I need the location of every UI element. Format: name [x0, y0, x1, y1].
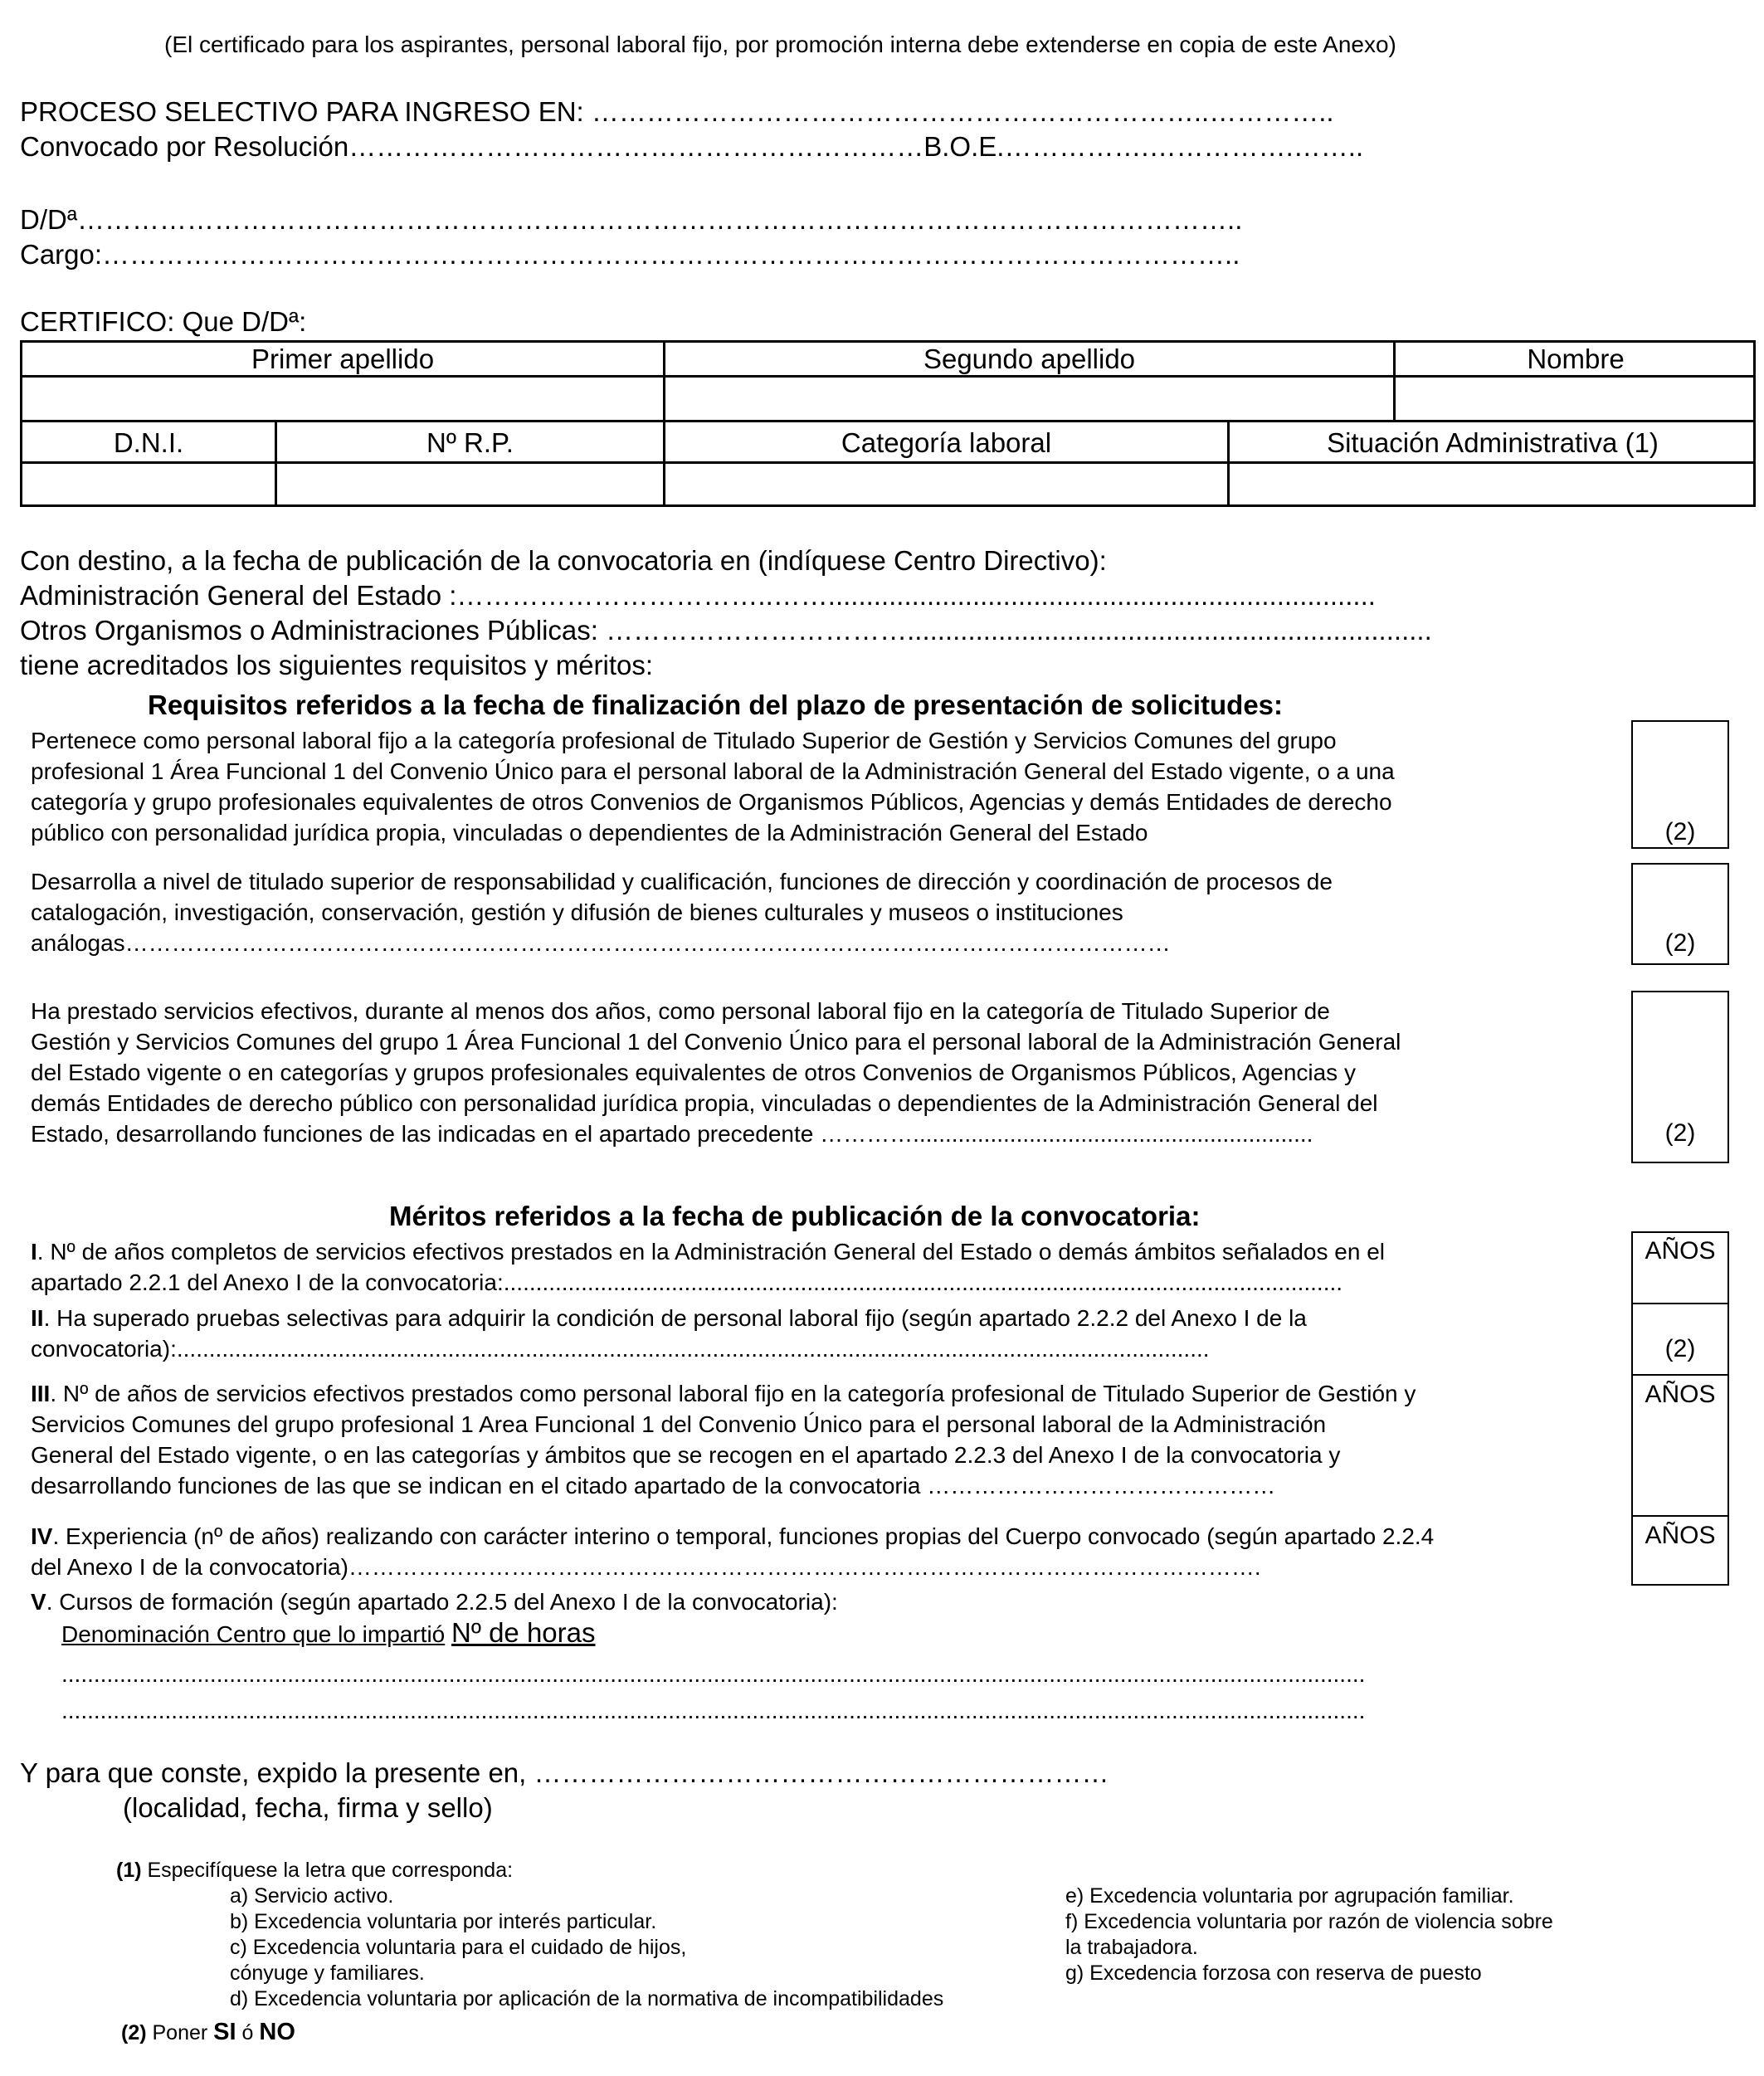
dni-cell[interactable]	[22, 464, 275, 507]
meritos-title: Méritos referidos a la fecha de publicación de la convocatoria:	[389, 1201, 1201, 1231]
footnote-option-c-cont: cónyuge y familiares.	[230, 1961, 425, 1985]
merito-3-box-label: AÑOS	[1645, 1381, 1716, 1408]
footnote-option-f: f) Excedencia voluntaria por razón de violencia sobre	[1065, 1910, 1553, 1933]
cursos-dots-line-1: ..........................................................................................................................................................................................................	[61, 1661, 1366, 1687]
cursos-header-centro: Denominación Centro que lo impartió	[61, 1621, 446, 1647]
requisitos-intro-line: tiene acreditados los siguientes requisitos y méritos:	[20, 650, 654, 680]
requisitos-title: Requisitos referidos a la fecha de finalización del plazo de presentación de solicitudes:	[148, 690, 1284, 720]
footnote-1-mark: (1)	[116, 1859, 142, 1882]
primer-apellido-cell[interactable]	[22, 378, 663, 420]
certificate-page: (El certificado para los aspirantes, personal laboral fijo, por promoción interna debe extenderse en copia de este Anexo) PROCESO SELECTIVO PARA INGRESO EN: …………………………………………………………..………….. Convocado por Resolución………………………………………………………B.O.E.…………….…………….…….. D/Dª……………………………………………………………………………………………………………….. Cargo:…………………………………………………………………………………………………………….. CERTIFICO: Que D/Dª: Primer apellido Segundo apellido Nombre D.N.I. Nº R.P. Categoría laboral Situación Administrativa (1) Con destino, a la fecha de publicación de la convocatoria en (indíquese Centro Directivo): Administración General del Estado :……………………………..……........................................................................ Otros Organismos o Administraciones Públicas: ……………………………..................................................................... tiene acreditados los siguientes requisitos y méritos: Requisitos referidos a la fecha de finalización del plazo de presentación de solicitudes: Pertenece como personal laboral fijo a la categoría profesional de Titulado Superior de Gestión y Servicios Comunes del grupo profesional 1 Área Funcional 1 del Convenio Único para el personal laboral de la Administración General del Estado vigente, o a una categoría y grupo profesionales equivalentes de otros Convenios de Organismos Públicos, Agencias y demás Entidades de derecho público con personalidad jurídica propia, vinculadas o dependientes de la Administración General del Estado (2) Desarrolla a nivel de titulado superior de responsabilidad y cualificación, funciones de dirección y coordinación de procesos de catalogación, investigación, conservación, gestión y difusión de bienes culturales y museos o instituciones análogas……………………………………………………………………………………………………………………… (2) Ha prestado servicios efectivos, durante al menos dos años, como personal laboral fijo en la categoría de Titulado Superior de Gestión y Servicios Comunes del grupo 1 Área Funcional 1 del Convenio Único para el personal laboral de la Administración General del Estado vigente o en categorías y grupos profesionales equivalentes de otros Convenios de Organismos Públicos, Agencias y demás Entidades de derecho público con personalidad jurídica propia, vinculadas o dependientes de la Administración General del Estado, desarrollando funciones de las indicadas en el apartado precedente ………….............................................................. (2) Méritos referidos a la fecha de publicación de la convocatoria: I. Nº de años completos de servicios efectivos prestados en la Administración General del Estado o demás ámbitos señalados en el apartado 2.2.1 del Anexo I de la convocatoria:.................................................................................................................................. II. Ha superado pruebas selectivas para adquirir la condición de personal laboral fijo (según apartado 2.2.2 del Anexo I de la convocatoria):................................................................................................................................................................ III. Nº de años de servicios efectivos prestados como personal laboral fijo en la categoría profesional de Titulado Superior de Gestión y Servicios Comunes del grupo profesional 1 Area Funcional 1 del Convenio Único para el personal laboral de la Administración General del Estado vigente, o en las categorías y ámbitos que se recogen en el apartado 2.2.3 del Anexo I de la convocatoria y desarrollando funciones de las que se indican en el citado apartado de la convocatoria ……………………………………… IV. Experiencia (nº de años) realizando con carácter interino o temporal, funciones propias del Cuerpo convocado (según apartado 2.2.4 del Anexo I de la convocatoria)………………………………………………………………………………………………………. V. Cursos de formación (según apartado 2.2.5 del Anexo I de la convocatoria): AÑOS (2) AÑOS AÑOS Denominación Centro que lo impartió Nº de horas .......................................................................................................................................................................................................... .......................................................................................................................................................................................................... Y para que conste, expido la presente en, ……………………………………………………… (localidad, fecha, firma y sello) (1) Especifíquese la letra que corresponda: a) Servicio activo. b) Excedencia voluntaria por interés particular. c) Excedencia voluntaria para el cuidado de hijos, cónyuge y familiares. d) Excedencia voluntaria por aplicación de la normativa de incompatibilidades e) Excedencia voluntaria por agrupación familiar. f) Excedencia voluntaria por razón de violencia sobre la trabajadora. g) Excedencia forzosa con reserva de puesto (2) Poner SI ó NO	[0, 0, 1764, 2076]
requisito-3-box-label: (2)	[1664, 1119, 1696, 1147]
dd-line: D/Dª………………………………………………………………………………………………………………..	[20, 204, 1243, 235]
footnote-1: (1) Especifíquese la letra que corresponda:	[116, 1859, 514, 1882]
destino-line: Con destino, a la fecha de publicación de la convocatoria en (indíquese Centro Directivo):	[20, 545, 1107, 576]
categoria-laboral-cell[interactable]	[665, 464, 1227, 507]
nrp-cell[interactable]	[277, 464, 663, 507]
footnote-option-g: g) Excedencia forzosa con reserva de puesto	[1065, 1961, 1482, 1985]
cursos-dots-line-2: ..........................................................................................................................................................................................................	[61, 1698, 1366, 1723]
segundo-apellido-cell[interactable]	[665, 378, 1393, 420]
header-note: (El certificado para los aspirantes, personal laboral fijo, por promoción interna debe extenderse en copia de este Anexo)	[164, 32, 1396, 57]
merito-4-box-label: AÑOS	[1645, 1522, 1716, 1549]
si-label: SI	[213, 2019, 236, 2045]
footnote-option-e: e) Excedencia voluntaria por agrupación familiar.	[1065, 1884, 1514, 1908]
requisito-1-box-label: (2)	[1664, 818, 1696, 846]
convocatoria-line: Convocado por Resolución………………………………………………………B.O.E.…………….…………….……..	[20, 131, 1364, 162]
signature-hint: (localidad, fecha, firma y sello)	[123, 1792, 493, 1823]
header-categoria-laboral: Categoría laboral	[841, 427, 1052, 458]
certifico-label: CERTIFICO: Que D/Dª:	[20, 306, 307, 337]
footnote-2: (2) Poner SI ó NO	[121, 2019, 295, 2045]
cursos-header	[61, 1618, 596, 1650]
merito-1-box-label: AÑOS	[1645, 1237, 1716, 1265]
cargo-line: Cargo:……………………………………………………………………………………………………………..	[20, 239, 1240, 270]
header-primer-apellido: Primer apellido	[251, 344, 435, 374]
merito-2-box-label: (2)	[1664, 1335, 1696, 1362]
footnote-option-d: d) Excedencia voluntaria por aplicación de la normativa de incompatibilidades	[230, 1987, 944, 2010]
header-segundo-apellido: Segundo apellido	[923, 344, 1136, 374]
closing-line: Y para que conste, expido la presente en, ………………………………………………………	[20, 1757, 1109, 1788]
otros-organismos-line: Otros Organismos o Administraciones Públicas: …………………………….....................................................................	[20, 615, 1432, 646]
header-nombre: Nombre	[1527, 344, 1625, 374]
cursos-header-horas: Nº de horas	[451, 1617, 596, 1648]
requisito-2-box-label: (2)	[1664, 929, 1696, 957]
no-label: NO	[259, 2019, 295, 2045]
footnote-2-mark: (2)	[121, 2021, 147, 2044]
footnote-option-a: a) Servicio activo.	[230, 1884, 394, 1908]
nombre-cell[interactable]	[1396, 378, 1756, 420]
personal-data-table	[20, 340, 1756, 507]
header-dni: D.N.I.	[113, 427, 184, 458]
footnote-option-b: b) Excedencia voluntaria por interés particular.	[230, 1910, 657, 1933]
header-nrp: Nº R.P.	[426, 427, 514, 458]
footnote-option-c: c) Excedencia voluntaria para el cuidado de hijos,	[230, 1936, 687, 1959]
header-situacion-administrativa: Situación Administrativa (1)	[1327, 427, 1659, 458]
situacion-administrativa-cell[interactable]	[1230, 464, 1756, 507]
footnote-option-f-cont: la trabajadora.	[1065, 1936, 1198, 1959]
age-line: Administración General del Estado :……………………………..……........................................................................	[20, 580, 1376, 611]
process-line: PROCESO SELECTIVO PARA INGRESO EN: …………………………………………………………..…………..	[20, 96, 1334, 127]
